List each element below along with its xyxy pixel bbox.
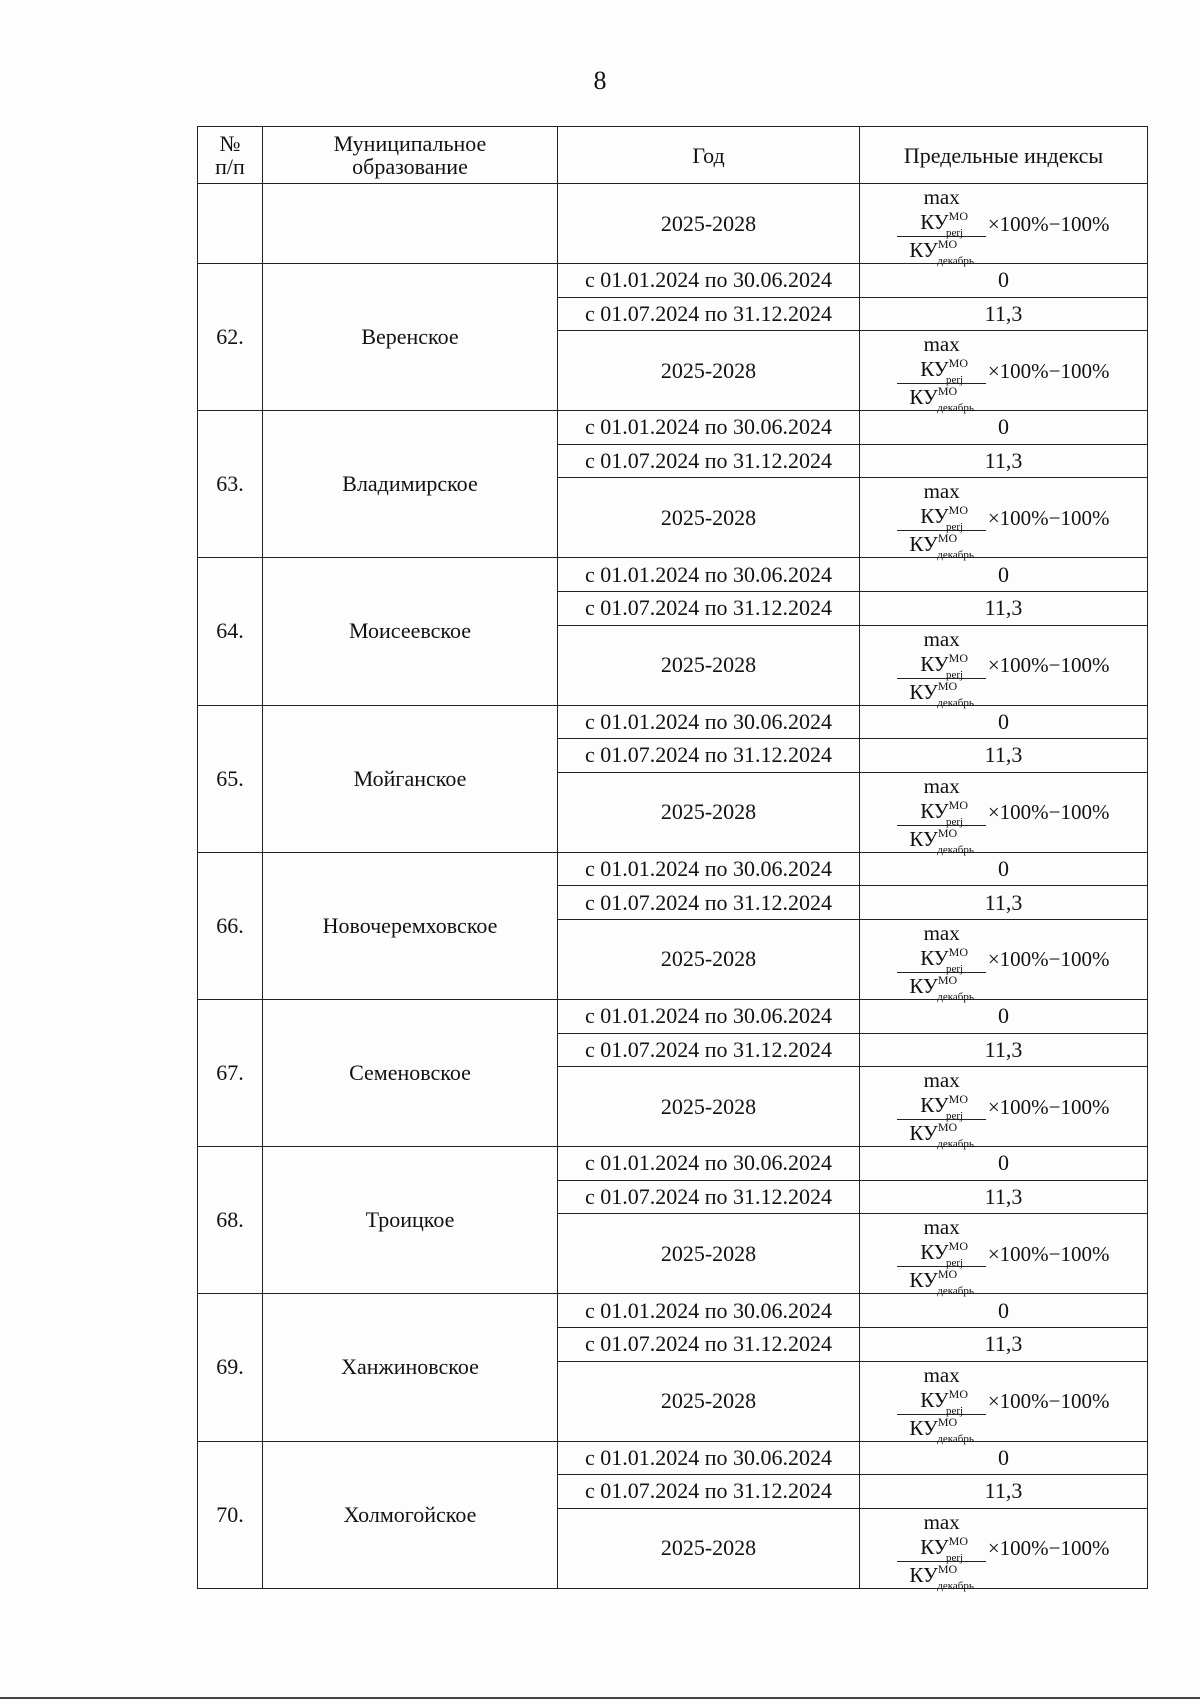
cell-value: 0 [860,1441,1148,1475]
cell-num: 64. [198,558,263,705]
cell-period: с 01.07.2024 по 31.12.2024 [558,1475,860,1509]
cell-value: 11,3 [860,886,1148,920]
cell-num [198,184,263,264]
cell-formula [860,331,1148,415]
table-row [198,1294,1148,1328]
limit-index-formula: $\frac{\max КУ^{МО}_{perj}}{КУ^{МО}_{декабрь}}$ ×100%−100% [897,1068,1109,1146]
cell-period: с 01.01.2024 по 30.06.2024 [558,1294,860,1328]
cell-value: 0 [860,1147,1148,1181]
cell-value: 11,3 [860,1327,1148,1361]
cell-value: 0 [860,705,1148,739]
table-row [198,852,1148,886]
limit-index-formula: $\frac{\max КУ^{МО}_{perj}}{КУ^{МО}_{декабрь}}$ ×100%−100% [897,1363,1109,1441]
cell-municipality: Холмогойское [263,1441,558,1588]
cell-num: 63. [198,411,263,558]
cell-municipality: Владимирское [263,411,558,558]
cell-num: 62. [198,264,263,411]
cell-municipality: Веренское [263,264,558,411]
cell-municipality: Семеновское [263,999,558,1146]
cell-num: 65. [198,705,263,852]
cell-period: 2025-2028 [558,184,860,264]
scan-edge-line [0,1697,1200,1699]
cell-value: 0 [860,558,1148,592]
cell-period: с 01.07.2024 по 31.12.2024 [558,297,860,331]
cell-value: 11,3 [860,297,1148,331]
cell-period: 2025-2028 [558,919,860,999]
limit-index-formula: $\frac{\max КУ^{МО}_{perj}}{КУ^{МО}_{декабрь}}$ ×100%−100% [897,774,1109,852]
table-row [198,558,1148,592]
cell-value: 0 [860,411,1148,445]
cell-formula [860,184,1148,267]
cell-num: 70. [198,1441,263,1588]
cell-period: 2025-2028 [558,625,860,705]
cell-value: 11,3 [860,444,1148,478]
cell-period: с 01.07.2024 по 31.12.2024 [558,886,860,920]
cell-period: 2025-2028 [558,331,860,411]
cell-value: 0 [860,1294,1148,1328]
continuation-row [198,184,1148,264]
cell-period: 2025-2028 [558,478,860,558]
cell-value: 0 [860,264,1148,298]
cell-period: 2025-2028 [558,1508,860,1588]
cell-municipality: Троицкое [263,1147,558,1294]
cell-period: 2025-2028 [558,1214,860,1294]
limit-index-formula: $\frac{\max КУ^{МО}_{perj}}{КУ^{МО}_{декабрь}}$ ×100%−100% [897,479,1109,557]
cell-municipality: Моисеевское [263,558,558,705]
cell-period: с 01.07.2024 по 31.12.2024 [558,1033,860,1067]
cell-value: 11,3 [860,1475,1148,1509]
cell-period: с 01.07.2024 по 31.12.2024 [558,444,860,478]
cell-value: 11,3 [860,591,1148,625]
limit-index-formula: $\frac{\max КУ^{МО}_{perj}}{КУ^{МО}_{декабрь}}$ ×100%−100% [897,185,1109,263]
limit-index-formula: $\frac{\max КУ^{МО}_{perj}}{КУ^{МО}_{декабрь}}$ ×100%−100% [897,1510,1109,1588]
cell-period: с 01.01.2024 по 30.06.2024 [558,558,860,592]
table-row [198,705,1148,739]
cell-period: с 01.01.2024 по 30.06.2024 [558,411,860,445]
header-year: Год [558,127,860,184]
cell-period: с 01.01.2024 по 30.06.2024 [558,264,860,298]
cell-period: с 01.01.2024 по 30.06.2024 [558,1147,860,1181]
cell-period: с 01.07.2024 по 31.12.2024 [558,591,860,625]
cell-formula [860,1067,1148,1151]
header-index: Предельные индексы [860,127,1148,184]
limit-index-formula: $\frac{\max КУ^{МО}_{perj}}{КУ^{МО}_{декабрь}}$ ×100%−100% [897,627,1109,705]
cell-name [263,184,558,264]
cell-period: с 01.01.2024 по 30.06.2024 [558,1441,860,1475]
table-row [198,411,1148,445]
cell-municipality: Ханжиновское [263,1294,558,1441]
limit-index-formula: $\frac{\max КУ^{МО}_{perj}}{КУ^{МО}_{декабрь}}$ ×100%−100% [897,1215,1109,1293]
table-row [198,1147,1148,1181]
cell-formula [860,478,1148,562]
cell-num: 67. [198,999,263,1146]
table-row [198,1441,1148,1475]
limit-index-formula: $\frac{\max КУ^{МО}_{perj}}{КУ^{МО}_{декабрь}}$ ×100%−100% [897,332,1109,410]
page-number: 8 [593,66,607,95]
cell-num: 66. [198,852,263,999]
cell-formula [860,1508,1148,1592]
table-row [198,264,1148,298]
cell-period: с 01.07.2024 по 31.12.2024 [558,1180,860,1214]
header-num: № п/п [198,127,263,184]
header-municipality: Муниципальное образование [263,127,558,184]
cell-num: 69. [198,1294,263,1441]
cell-period: с 01.07.2024 по 31.12.2024 [558,1327,860,1361]
cell-municipality: Новочеремховское [263,852,558,999]
cell-value: 0 [860,999,1148,1033]
cell-formula [860,1361,1148,1445]
cell-value: 11,3 [860,739,1148,773]
cell-num: 68. [198,1147,263,1294]
cell-period: 2025-2028 [558,772,860,852]
cell-period: с 01.07.2024 по 31.12.2024 [558,739,860,773]
table-row [198,999,1148,1033]
limit-index-table [197,126,1148,1592]
cell-period: 2025-2028 [558,1361,860,1441]
cell-value: 11,3 [860,1180,1148,1214]
limit-index-formula: $\frac{\max КУ^{МО}_{perj}}{КУ^{МО}_{декабрь}}$ ×100%−100% [897,921,1109,999]
cell-formula [860,625,1148,709]
table-header-row [198,127,1148,184]
cell-period: 2025-2028 [558,1067,860,1147]
cell-period: с 01.01.2024 по 30.06.2024 [558,852,860,886]
cell-formula [860,1214,1148,1298]
cell-period: с 01.01.2024 по 30.06.2024 [558,705,860,739]
cell-formula [860,919,1148,1003]
cell-municipality: Мойганское [263,705,558,852]
cell-value: 0 [860,852,1148,886]
cell-value: 11,3 [860,1033,1148,1067]
cell-formula [860,772,1148,856]
cell-period: с 01.01.2024 по 30.06.2024 [558,999,860,1033]
